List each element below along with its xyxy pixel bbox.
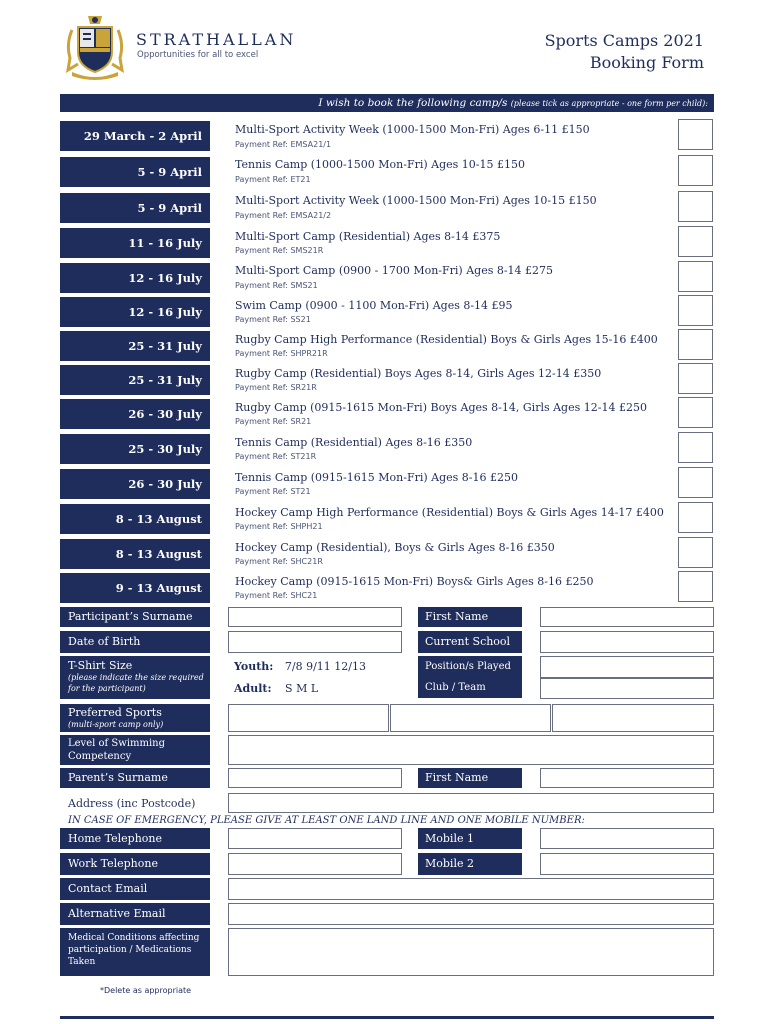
camp-tick-box[interactable] <box>678 295 713 326</box>
work-telephone-label: Work Telephone <box>60 853 210 875</box>
camp-payment-ref: Payment Ref: EMSA21/1 <box>235 140 332 149</box>
camp-tick-box[interactable] <box>678 363 713 394</box>
camp-tick-box[interactable] <box>678 432 713 463</box>
document-title <box>545 30 704 74</box>
preferred-sport-field-3[interactable] <box>552 704 714 732</box>
surname-label: Participant’s Surname <box>60 607 210 627</box>
camp-dates: 11 - 16 July <box>60 228 210 258</box>
tshirt-label: T-Shirt Size <box>68 659 133 672</box>
first-name-label: First Name <box>418 607 522 627</box>
current-school-label: Current School <box>418 631 522 653</box>
camp-title: Multi-Sport Camp (Residential) Ages 8-14 £375 <box>235 230 501 243</box>
youth-label: Youth: <box>234 660 274 673</box>
instruction-text: I wish to book the following camp/s <box>318 97 508 109</box>
instruction-bar <box>60 94 714 112</box>
youth-size-options[interactable]: 7/8 9/11 12/13 <box>284 660 366 673</box>
bottom-divider <box>60 1016 714 1019</box>
adult-label: Adult: <box>234 682 272 695</box>
camp-title: Rugby Camp High Performance (Residential) Boys & Girls Ages 15-16 £400 <box>235 333 658 346</box>
medical-field[interactable] <box>228 928 714 976</box>
camp-title: Hockey Camp (Residential), Boys & Girls Ages 8-16 £350 <box>235 541 555 554</box>
camp-tick-box[interactable] <box>678 397 713 428</box>
preferred-sport-field-1[interactable] <box>228 704 389 732</box>
camp-dates: 8 - 13 August <box>60 539 210 569</box>
preferred-sports-block <box>60 704 210 732</box>
address-label: Address (inc Postcode) <box>68 797 196 810</box>
tshirt-note: (please indicate the size required for the participant) <box>68 673 204 693</box>
camp-payment-ref: Payment Ref: SR21R <box>235 383 317 392</box>
camp-title: Multi-Sport Activity Week (1000-1500 Mon-Fri) Ages 10-15 £150 <box>235 194 597 207</box>
preferred-sports-label: Preferred Sports <box>68 706 162 719</box>
camp-dates: 12 - 16 July <box>60 297 210 327</box>
camp-title: Tennis Camp (Residential) Ages 8-16 £350 <box>235 436 473 449</box>
camp-dates: 25 - 30 July <box>60 434 210 464</box>
home-telephone-label: Home Telephone <box>60 828 210 849</box>
camp-payment-ref: Payment Ref: SMS21R <box>235 246 324 255</box>
camp-tick-box[interactable] <box>678 467 713 498</box>
camp-dates: 8 - 13 August <box>60 504 210 534</box>
preferred-sport-field-2[interactable] <box>390 704 551 732</box>
brand-tagline: Opportunities for all to excel <box>137 50 259 60</box>
camp-payment-ref: Payment Ref: SHPH21 <box>235 522 323 531</box>
youth-sizes <box>234 660 366 673</box>
camp-title: Hockey Camp High Performance (Residential) Boys & Girls Ages 14-17 £400 <box>235 506 664 519</box>
first-name-field[interactable] <box>540 607 714 627</box>
camp-tick-box[interactable] <box>678 261 713 292</box>
parent-surname-field[interactable] <box>228 768 402 788</box>
camp-payment-ref: Payment Ref: ST21 <box>235 487 311 496</box>
parent-surname-label: Parent’s Surname <box>60 768 210 788</box>
club-field[interactable] <box>540 678 714 699</box>
camp-payment-ref: Payment Ref: SMS21 <box>235 281 318 290</box>
camp-payment-ref: Payment Ref: SS21 <box>235 315 311 324</box>
camp-payment-ref: Payment Ref: SHPR21R <box>235 349 328 358</box>
swimming-field[interactable] <box>228 735 714 765</box>
tshirt-label-block <box>60 656 210 699</box>
camp-title: Multi-Sport Camp (0900 - 1700 Mon-Fri) Ages 8-14 £275 <box>235 264 554 277</box>
camp-dates: 9 - 13 August <box>60 573 210 603</box>
camp-payment-ref: Payment Ref: SR21 <box>235 417 312 426</box>
adult-size-options[interactable]: S M L <box>285 682 319 695</box>
medical-label: Medical Conditions affecting participation / Medications Taken <box>60 928 210 976</box>
camp-tick-box[interactable] <box>678 571 713 602</box>
camp-payment-ref: Payment Ref: SHC21 <box>235 591 318 600</box>
camp-title: Swim Camp (0900 - 1100 Mon-Fri) Ages 8-14 £95 <box>235 299 513 312</box>
camp-tick-box[interactable] <box>678 537 713 568</box>
brand-name: STRATHALLAN <box>136 30 297 49</box>
home-telephone-field[interactable] <box>228 828 402 849</box>
position-field[interactable] <box>540 656 714 678</box>
camp-title: Tennis Camp (1000-1500 Mon-Fri) Ages 10-15 £150 <box>235 158 525 171</box>
dob-label: Date of Birth <box>60 631 210 653</box>
camp-tick-box[interactable] <box>678 119 713 150</box>
position-label: Position/s Played <box>418 656 522 678</box>
parent-first-name-field[interactable] <box>540 768 714 788</box>
document-title-line1: Sports Camps 2021 <box>544 31 704 50</box>
parent-first-name-label: First Name <box>418 768 522 788</box>
camp-payment-ref: Payment Ref: ST21R <box>235 452 317 461</box>
camp-dates: 5 - 9 April <box>60 157 210 187</box>
camp-tick-box[interactable] <box>678 191 713 222</box>
club-label: Club / Team <box>418 678 522 698</box>
camp-dates: 26 - 30 July <box>60 469 210 499</box>
contact-email-label: Contact Email <box>60 878 210 900</box>
camp-title: Rugby Camp (0915-1615 Mon-Fri) Boys Ages 8-14, Girls Ages 12-14 £250 <box>235 401 647 414</box>
footnote: *Delete as appropriate <box>100 986 192 995</box>
camp-dates: 12 - 16 July <box>60 263 210 293</box>
surname-field[interactable] <box>228 607 402 627</box>
current-school-field[interactable] <box>540 631 714 653</box>
mobile1-field[interactable] <box>540 828 714 849</box>
emergency-note: IN CASE OF EMERGENCY, PLEASE GIVE AT LEAST ONE LAND LINE AND ONE MOBILE NUMBER: <box>68 815 585 826</box>
swimming-label: Level of Swimming Competency <box>60 735 210 765</box>
contact-email-field[interactable] <box>228 878 714 900</box>
mobile2-label: Mobile 2 <box>418 853 522 875</box>
camp-dates: 5 - 9 April <box>60 193 210 223</box>
camp-tick-box[interactable] <box>678 329 713 360</box>
camp-dates: 26 - 30 July <box>60 399 210 429</box>
camp-tick-box[interactable] <box>678 155 713 186</box>
alternative-email-label: Alternative Email <box>60 903 210 925</box>
camp-title: Hockey Camp (0915-1615 Mon-Fri) Boys& Girls Ages 8-16 £250 <box>235 575 594 588</box>
dob-field[interactable] <box>228 631 402 653</box>
document-title-line2: Booking Form <box>589 53 704 72</box>
adult-sizes <box>234 682 318 695</box>
school-crest-icon <box>64 14 126 82</box>
camp-payment-ref: Payment Ref: SHC21R <box>235 557 323 566</box>
instruction-note: (please tick as appropriate - one form per child): <box>510 99 708 108</box>
camp-tick-box[interactable] <box>678 502 713 533</box>
preferred-sports-note: (multi-sport camp only) <box>68 720 164 729</box>
work-telephone-field[interactable] <box>228 853 402 875</box>
camp-dates: 25 - 31 July <box>60 331 210 361</box>
camp-tick-box[interactable] <box>678 226 713 257</box>
camp-payment-ref: Payment Ref: ET21 <box>235 175 311 184</box>
address-field[interactable] <box>228 793 714 813</box>
mobile1-label: Mobile 1 <box>418 828 522 849</box>
alternative-email-field[interactable] <box>228 903 714 925</box>
mobile2-field[interactable] <box>540 853 714 875</box>
camp-title: Rugby Camp (Residential) Boys Ages 8-14, Girls Ages 12-14 £350 <box>235 367 602 380</box>
camp-dates: 25 - 31 July <box>60 365 210 395</box>
camp-title: Multi-Sport Activity Week (1000-1500 Mon-Fri) Ages 6-11 £150 <box>235 123 590 136</box>
camp-payment-ref: Payment Ref: EMSA21/2 <box>235 211 332 220</box>
camp-title: Tennis Camp (0915-1615 Mon-Fri) Ages 8-16 £250 <box>235 471 518 484</box>
camp-dates: 29 March - 2 April <box>60 121 210 151</box>
